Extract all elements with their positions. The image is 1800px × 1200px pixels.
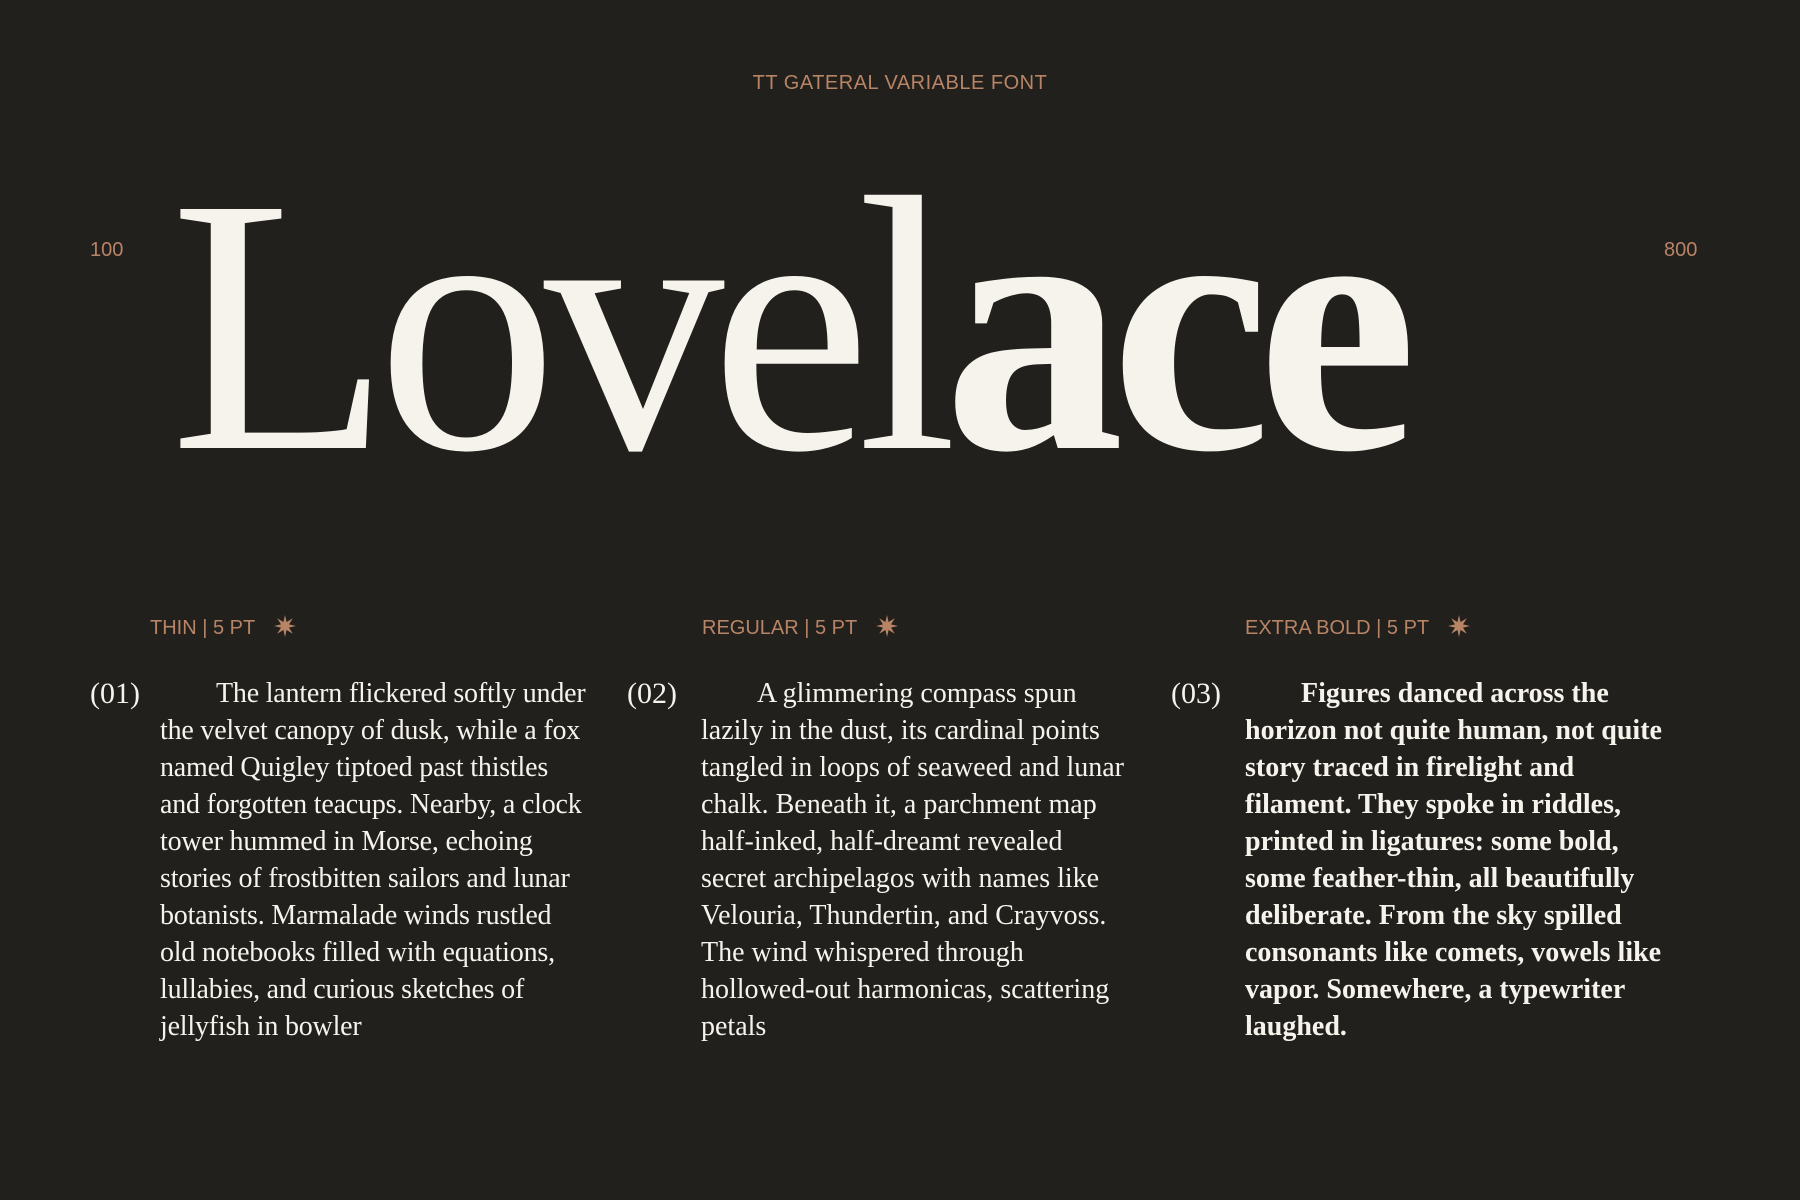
hero-specimen-word	[170, 123, 1630, 527]
weight-label-text: EXTRA BOLD | 5 PT	[1245, 617, 1429, 639]
starburst-icon	[274, 615, 296, 643]
weight-label	[150, 615, 296, 643]
weight-label-text: REGULAR | 5 PT	[702, 617, 857, 639]
column-index: (03)	[1171, 677, 1221, 710]
hero-segment-light: Love	[170, 123, 858, 527]
starburst-icon	[1448, 615, 1470, 643]
page-title: TT GATERAL VARIABLE FONT	[752, 72, 1048, 94]
weight-label-text: THIN | 5 PT	[150, 617, 255, 639]
starburst-icon	[876, 615, 898, 643]
weight-label	[1245, 615, 1470, 643]
specimen-paragraph: A glimmering compass spun lazily in the dust, its cardinal points tangled in loops of seaweed and lunar chalk. Beneath it, a parchment map half-inked, half-dreamt revealed secret archipelagos with names like Velouria, Thundertin, and Crayvoss. The wind whispered through hollowed-out harmonicas, scattering petals	[701, 678, 1124, 1042]
column-index: (01)	[90, 677, 140, 710]
column-index: (02)	[627, 677, 677, 710]
axis-min-label: 100	[90, 239, 124, 261]
weight-label	[702, 615, 898, 643]
specimen-paragraph: The lantern flickered softly under the velvet canopy of dusk, while a fox named Quigley tiptoed past thistles and forgotten teacups. Nearby, a clock tower hummed in Morse, echoing stories of frostbitten sailors and lunar botanists. Marmalade winds rustled old notebooks filled with equations, lullabies, and curious sketches of jellyfish in bowler	[160, 678, 586, 1042]
specimen-paragraph: Figures danced across the horizon not quite human, not quite story traced in firelight and filament. They spoke in riddles, printed in ligatures: some bold, some feather-thin, all beautifully deliberate. From the sky spilled consonants like comets, vowels like vapor. Somewhere, a typewriter laughed.	[1245, 678, 1662, 1042]
axis-max-label: 800	[1664, 239, 1698, 261]
hero-segment-bold: ace	[943, 123, 1404, 527]
hero-word-wrapper	[170, 123, 1404, 527]
hero-segment-regular: l	[857, 123, 944, 527]
